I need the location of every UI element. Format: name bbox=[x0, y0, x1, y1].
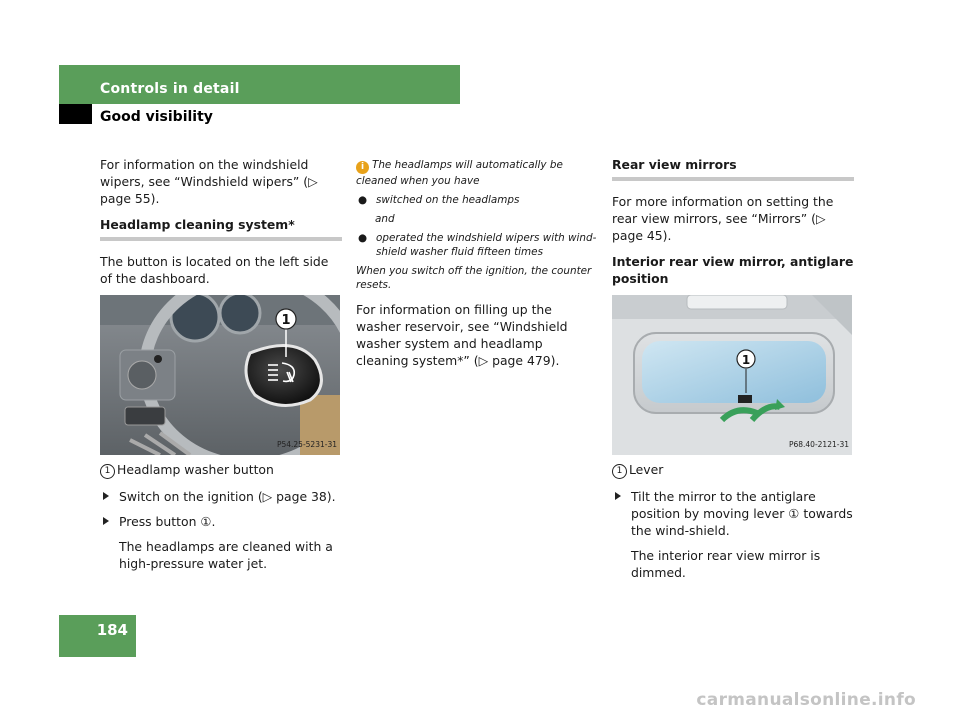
result-text: The interior rear view mirror is dimmed. bbox=[631, 548, 821, 580]
section-subtitle: Good visibility bbox=[100, 109, 213, 125]
washer-info-paragraph: For information on filling up the washer reservoir, see “Windshield washer system and headlamp cleaning system*” (▷ page 479). bbox=[356, 302, 568, 368]
result-text: The headlamps are cleaned with a high-pressure water jet. bbox=[119, 539, 333, 571]
page-number: 184 bbox=[96, 621, 128, 639]
image-code: P54.25-5231-31 bbox=[276, 440, 337, 449]
note-list-item: ● operated the windshield wipers with wind-shield washer fluid fifteen times bbox=[358, 232, 597, 258]
info-note bbox=[356, 158, 598, 292]
callout-1-icon: 1 bbox=[612, 464, 627, 479]
column-middle bbox=[356, 158, 598, 369]
note-intro: The headlamps will automatically be cleaned when you have bbox=[356, 159, 563, 187]
rear-view-mirrors-heading: Rear view mirrors bbox=[612, 157, 737, 172]
button-location-paragraph: The button is located on the left side of the dashboard. bbox=[100, 254, 329, 286]
mirror-image bbox=[612, 295, 852, 455]
step-item: Tilt the mirror to the antiglare position by moving lever ① towards the wind-shield. bbox=[612, 488, 854, 539]
image-callout-1: 1 bbox=[281, 313, 291, 328]
column-right bbox=[612, 156, 854, 581]
image-caption: Headlamp washer button bbox=[117, 462, 274, 477]
image-caption: Lever bbox=[629, 462, 664, 477]
image-code: P68.40-2121-31 bbox=[788, 440, 849, 449]
heading-rule bbox=[100, 237, 342, 241]
page-number-box bbox=[59, 615, 136, 657]
intro-paragraph: For information on the windshield wipers, see “Windshield wipers” (▷ page 55). bbox=[100, 157, 318, 206]
callout-1-icon: 1 bbox=[100, 464, 115, 479]
dashboard-image bbox=[100, 295, 340, 455]
mirror-illustration bbox=[612, 295, 852, 455]
arrow-bullet-icon bbox=[103, 492, 109, 500]
headlamp-cleaning-heading: Headlamp cleaning system* bbox=[100, 217, 295, 232]
note-list-item: ● switched on the headlamps bbox=[358, 194, 520, 206]
heading-rule bbox=[612, 177, 854, 181]
step-item: Press button ①. bbox=[100, 513, 342, 530]
note-end: When you switch off the ignition, the counter resets. bbox=[356, 265, 592, 291]
column-left bbox=[100, 156, 342, 572]
note-and: and bbox=[375, 213, 395, 225]
arrow-bullet-icon bbox=[103, 517, 109, 525]
mirrors-paragraph: For more information on setting the rear view mirrors, see “Mirrors” (▷ page 45). bbox=[612, 194, 834, 243]
info-icon: i bbox=[356, 161, 369, 174]
watermark: carmanualsonline.info bbox=[696, 690, 916, 710]
step-item: Switch on the ignition (▷ page 38). bbox=[100, 488, 342, 505]
arrow-bullet-icon bbox=[615, 492, 621, 500]
dashboard-illustration bbox=[100, 295, 340, 455]
antiglare-heading: Interior rear view mirror, antiglare position bbox=[612, 254, 854, 286]
section-title: Controls in detail bbox=[100, 81, 240, 97]
header-marker bbox=[59, 104, 92, 124]
image-callout-1: 1 bbox=[741, 353, 751, 367]
